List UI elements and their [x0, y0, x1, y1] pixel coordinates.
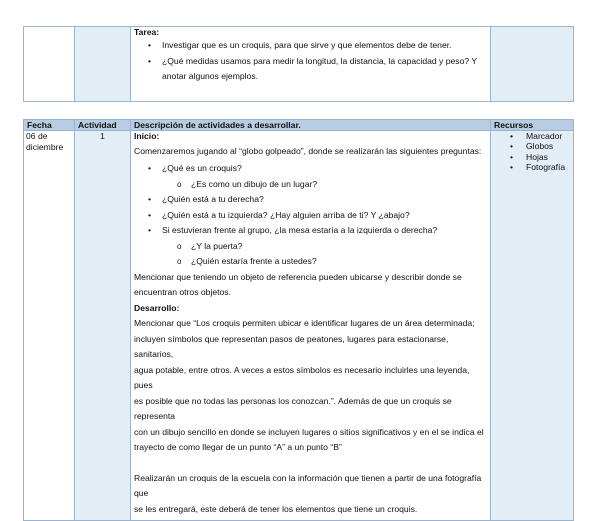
list-item: • ¿Quién está a tu izquierda? ¿Hay alguien arriba de ti? Y ¿abajo?	[134, 208, 487, 224]
sub-list-item: o ¿Quién estaría frente a ustedes?	[134, 254, 487, 270]
fecha-line: 06 de	[26, 131, 48, 141]
inicio-label: Inicio:	[134, 131, 160, 141]
header-recursos: Recursos	[491, 120, 574, 131]
fecha-line: diciembre	[26, 142, 64, 152]
spacer	[134, 456, 487, 471]
descripcion-cell	[131, 131, 491, 521]
actividad-cell	[75, 131, 131, 521]
actividad-number: 1	[100, 131, 105, 141]
activities-table	[23, 119, 574, 521]
recurso-item: • Hojas	[510, 151, 548, 162]
inicio-intro: Comenzaremos jugando al “globo golpeado”, donde se realizarán las siguientes preguntas:	[134, 146, 482, 156]
recursos-cell	[491, 131, 574, 521]
header-fecha: Fecha	[24, 120, 75, 131]
fecha-cell-empty	[24, 27, 75, 102]
recursos-cell-empty	[491, 27, 574, 102]
circle-bullet-icon: o	[177, 179, 182, 189]
header-descripcion: Descripción de actividades a desarrollar.	[131, 120, 491, 131]
paragraph-line: es posible que no todas las personas los conozcan.”. Además de que un croquis se representa	[134, 395, 452, 421]
fecha-cell	[24, 131, 75, 521]
sub-list-item: o ¿Y la puerta?	[134, 239, 487, 255]
paragraph-line: agua potable, entre otros. A veces a estos símbolos es necesario incluirles una leyenda, pues	[134, 364, 470, 390]
list-item: • Si estuvieran frente al grupo, ¿la mesa estaría a la izquierda o derecha?	[134, 223, 487, 239]
bullet-icon: •	[510, 161, 514, 172]
paragraph-line: con un dibujo sencillo en donde se incluyen lugares o sitios significativos y en el se indica el	[134, 426, 484, 437]
paragraph-line: incluyen símbolos que representan pasos de peatones, lugares para estacionarse, sanitarios,	[134, 333, 449, 359]
table-header-row	[24, 120, 574, 131]
bullet-icon: •	[148, 55, 152, 66]
list-item: • ¿Quién está a tu derecha?	[134, 192, 487, 208]
bullet-icon: •	[148, 209, 152, 220]
list-item: • ¿Qué es un croquis?	[134, 161, 487, 177]
bullet-icon: •	[510, 131, 514, 141]
bullet-icon: •	[148, 225, 152, 235]
paragraph-line: encuentran otros objetos.	[134, 287, 231, 297]
list-item: • Investigar que es un croquis, para que sirve y que elementos debe de tener.	[134, 38, 487, 54]
tarea-table	[23, 26, 574, 102]
paragraph-line: se les entregará, este deberá de tener los elementos que tiene un croquis.	[134, 503, 418, 514]
paragraph-line: trayecto de como llegar de un punto “A” a un punto “B”	[134, 442, 342, 452]
list-item: • ¿Qué medidas usamos para medir la longitud, la distancia, la capacidad y peso? Y	[134, 54, 487, 70]
header-actividad: Actividad	[75, 120, 131, 131]
bullet-icon: •	[510, 141, 514, 152]
tarea-label: Tarea:	[134, 27, 160, 37]
sub-list-item: o ¿Es como un dibujo de un lugar?	[134, 177, 487, 193]
recurso-item: • Marcador	[510, 131, 563, 141]
bullet-icon: •	[510, 151, 514, 162]
desarrollo-label: Desarrollo:	[134, 302, 180, 313]
circle-bullet-icon: o	[177, 241, 182, 251]
paragraph-line: Mencionar que “Los croquis permiten ubicar e identificar lugares de un área determinada;	[134, 318, 475, 328]
paragraph-line: Mencionar que teniendo un objeto de referencia pueden ubicarse y describir donde se	[134, 271, 462, 282]
recurso-item: • Fotografía	[510, 161, 566, 172]
tarea-cell	[131, 27, 491, 102]
table-row	[24, 131, 574, 521]
circle-bullet-icon: o	[177, 257, 182, 266]
recurso-item: • Globos	[510, 141, 554, 152]
bullet-icon: •	[148, 40, 152, 50]
bullet-icon: •	[148, 163, 152, 173]
list-item-continuation: anotar algunos ejemplos.	[162, 71, 259, 81]
paragraph-line: Realizarán un croquis de la escuela con la información que tienen a partir de una fotografía que	[134, 472, 482, 498]
bullet-icon: •	[148, 194, 152, 204]
actividad-cell-empty	[75, 27, 131, 102]
